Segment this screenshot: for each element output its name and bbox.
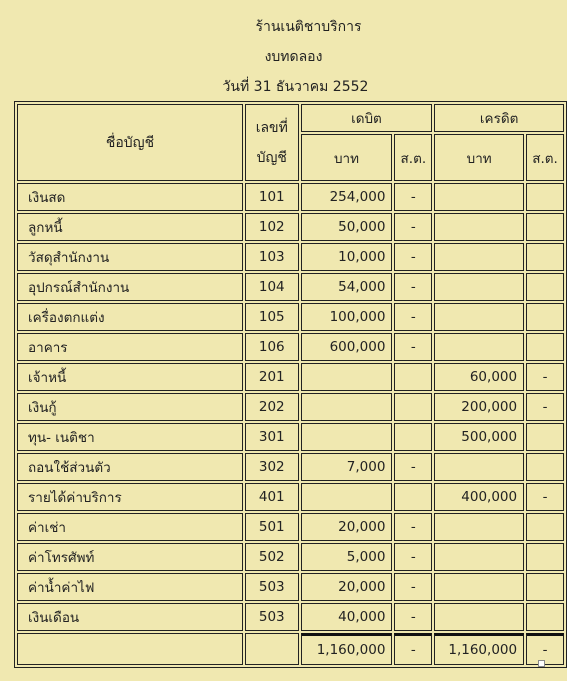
account-name-cell: อุปกรณ์สำนักงาน bbox=[17, 273, 243, 301]
header-credit-baht: บาท bbox=[434, 134, 524, 181]
debit-satang-cell: - bbox=[394, 183, 432, 211]
debit-amount-cell bbox=[301, 393, 393, 421]
debit-satang-cell bbox=[394, 393, 432, 421]
debit-satang-cell: - bbox=[394, 603, 432, 631]
totals-acc-cell bbox=[245, 633, 299, 665]
table-row bbox=[17, 363, 564, 391]
debit-satang-cell: - bbox=[394, 513, 432, 541]
table-row bbox=[17, 273, 564, 301]
debit-amount-cell: 20,000 bbox=[301, 513, 393, 541]
account-name-cell: เจ้าหนี้ bbox=[17, 363, 243, 391]
debit-satang-cell: - bbox=[394, 273, 432, 301]
credit-satang-cell: - bbox=[526, 363, 564, 391]
company-name: ร้านเนติชาบริการ bbox=[255, 19, 362, 35]
total-debit: 1,160,000 bbox=[301, 633, 393, 665]
credit-satang-cell bbox=[526, 603, 564, 631]
credit-amount-cell bbox=[434, 573, 524, 601]
resize-handle[interactable] bbox=[538, 660, 545, 667]
table-row bbox=[17, 603, 564, 631]
table-row bbox=[17, 183, 564, 211]
credit-satang-cell bbox=[526, 183, 564, 211]
debit-satang-cell: - bbox=[394, 543, 432, 571]
credit-satang-cell bbox=[526, 423, 564, 451]
credit-amount-cell bbox=[434, 213, 524, 241]
debit-amount-cell bbox=[301, 423, 393, 451]
total-debit-satang: - bbox=[394, 633, 432, 665]
credit-amount-cell: 400,000 bbox=[434, 483, 524, 511]
debit-amount-cell: 54,000 bbox=[301, 273, 393, 301]
total-credit-satang: - bbox=[526, 633, 564, 665]
header-credit-satang: ส.ต. bbox=[526, 134, 564, 181]
debit-amount-cell: 5,000 bbox=[301, 543, 393, 571]
header-credit: เครดิต bbox=[434, 104, 564, 132]
credit-amount-cell bbox=[434, 183, 524, 211]
statement-date: วันที่ 31 ธันวาคม 2552 bbox=[222, 79, 369, 95]
credit-satang-cell bbox=[526, 543, 564, 571]
header-account-no-line1: เลขที่ bbox=[255, 119, 288, 136]
account-name-cell: ทุน- เนติชา bbox=[17, 423, 243, 451]
account-name-cell: เงินสด bbox=[17, 183, 243, 211]
credit-amount-cell bbox=[434, 333, 524, 361]
account-no-cell: 103 bbox=[245, 243, 299, 271]
table-row bbox=[17, 393, 564, 421]
debit-satang-cell: - bbox=[394, 243, 432, 271]
credit-satang-cell bbox=[526, 513, 564, 541]
account-name-cell: รายได้ค่าบริการ bbox=[17, 483, 243, 511]
account-name-cell: วัสดุสำนักงาน bbox=[17, 243, 243, 271]
account-name-cell: ค่าโทรศัพท์ bbox=[17, 543, 243, 571]
credit-amount-cell bbox=[434, 543, 524, 571]
credit-satang-cell bbox=[526, 453, 564, 481]
header-debit: เดบิต bbox=[301, 104, 433, 132]
credit-amount-cell: 500,000 bbox=[434, 423, 524, 451]
document-title: งบทดลอง bbox=[264, 49, 323, 65]
table-body bbox=[17, 183, 564, 631]
credit-satang-cell bbox=[526, 303, 564, 331]
debit-amount-cell: 600,000 bbox=[301, 333, 393, 361]
debit-satang-cell bbox=[394, 423, 432, 451]
trial-balance-table bbox=[14, 101, 567, 668]
debit-amount-cell: 100,000 bbox=[301, 303, 393, 331]
account-name-cell: เงินเดือน bbox=[17, 603, 243, 631]
total-credit: 1,160,000 bbox=[434, 633, 524, 665]
header-debit-satang: ส.ต. bbox=[394, 134, 432, 181]
account-no-cell: 202 bbox=[245, 393, 299, 421]
account-no-cell: 401 bbox=[245, 483, 299, 511]
totals-label-cell bbox=[17, 633, 243, 665]
credit-amount-cell bbox=[434, 273, 524, 301]
table-row bbox=[17, 573, 564, 601]
credit-amount-cell bbox=[434, 303, 524, 331]
table-row bbox=[17, 453, 564, 481]
credit-amount-cell bbox=[434, 453, 524, 481]
account-no-cell: 503 bbox=[245, 603, 299, 631]
header-debit-baht: บาท bbox=[301, 134, 393, 181]
account-name-cell: เครื่องตกแต่ง bbox=[17, 303, 243, 331]
debit-satang-cell: - bbox=[394, 303, 432, 331]
credit-satang-cell: - bbox=[526, 483, 564, 511]
account-name-cell: ค่าน้ำค่าไฟ bbox=[17, 573, 243, 601]
debit-satang-cell: - bbox=[394, 333, 432, 361]
account-name-cell: ถอนใช้ส่วนตัว bbox=[17, 453, 243, 481]
account-no-cell: 106 bbox=[245, 333, 299, 361]
account-no-cell: 502 bbox=[245, 543, 299, 571]
table-row bbox=[17, 243, 564, 271]
credit-satang-cell bbox=[526, 573, 564, 601]
credit-amount-cell: 60,000 bbox=[434, 363, 524, 391]
header-account-no bbox=[245, 104, 299, 181]
debit-amount-cell: 50,000 bbox=[301, 213, 393, 241]
account-no-cell: 201 bbox=[245, 363, 299, 391]
account-name-cell: เงินกู้ bbox=[17, 393, 243, 421]
debit-amount-cell: 254,000 bbox=[301, 183, 393, 211]
debit-satang-cell bbox=[394, 363, 432, 391]
credit-amount-cell bbox=[434, 513, 524, 541]
credit-amount-cell: 200,000 bbox=[434, 393, 524, 421]
account-name-cell: ลูกหนี้ bbox=[17, 213, 243, 241]
account-no-cell: 302 bbox=[245, 453, 299, 481]
debit-amount-cell bbox=[301, 363, 393, 391]
table-row bbox=[17, 333, 564, 361]
credit-amount-cell bbox=[434, 243, 524, 271]
credit-satang-cell bbox=[526, 333, 564, 361]
debit-amount-cell: 7,000 bbox=[301, 453, 393, 481]
table-row bbox=[17, 303, 564, 331]
debit-amount-cell bbox=[301, 483, 393, 511]
credit-satang-cell bbox=[526, 273, 564, 301]
table-row bbox=[17, 513, 564, 541]
debit-satang-cell: - bbox=[394, 453, 432, 481]
account-name-cell: อาคาร bbox=[17, 333, 243, 361]
totals-row bbox=[17, 633, 564, 665]
credit-satang-cell: - bbox=[526, 393, 564, 421]
account-no-cell: 105 bbox=[245, 303, 299, 331]
debit-amount-cell: 10,000 bbox=[301, 243, 393, 271]
debit-satang-cell: - bbox=[394, 213, 432, 241]
credit-satang-cell bbox=[526, 213, 564, 241]
account-no-cell: 503 bbox=[245, 573, 299, 601]
account-no-cell: 101 bbox=[245, 183, 299, 211]
table-row bbox=[17, 213, 564, 241]
debit-amount-cell: 40,000 bbox=[301, 603, 393, 631]
account-no-cell: 501 bbox=[245, 513, 299, 541]
account-no-cell: 301 bbox=[245, 423, 299, 451]
table-row bbox=[17, 423, 564, 451]
account-name-cell: ค่าเช่า bbox=[17, 513, 243, 541]
debit-amount-cell: 20,000 bbox=[301, 573, 393, 601]
debit-satang-cell bbox=[394, 483, 432, 511]
account-no-cell: 104 bbox=[245, 273, 299, 301]
debit-satang-cell: - bbox=[394, 573, 432, 601]
header-account-name: ชื่อบัญชี bbox=[17, 104, 243, 181]
account-no-cell: 102 bbox=[245, 213, 299, 241]
table-row bbox=[17, 543, 564, 571]
header-account-no-line2: บัญชี bbox=[256, 149, 287, 166]
table-row bbox=[17, 483, 564, 511]
credit-amount-cell bbox=[434, 603, 524, 631]
credit-satang-cell bbox=[526, 243, 564, 271]
